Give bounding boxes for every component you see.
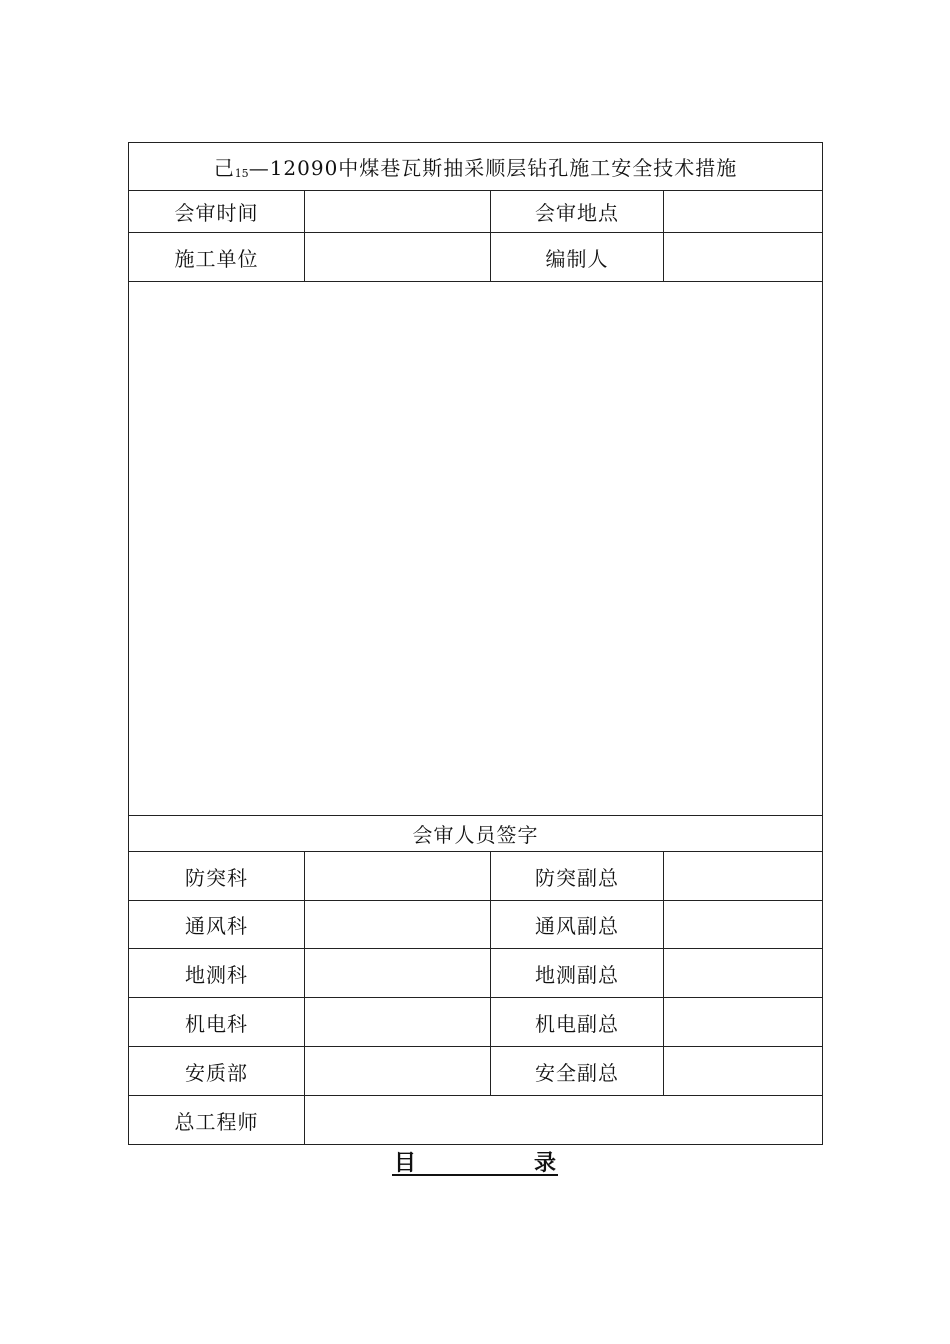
signature-field[interactable] [305,949,491,998]
title-subscript: 15 [234,167,249,180]
signature-label: 防突科 [129,852,305,901]
review-time-label: 会审时间 [129,191,305,233]
review-place-label: 会审地点 [491,191,664,233]
signature-field[interactable] [664,852,823,901]
signature-field[interactable] [305,901,491,949]
toc-char-1: 目 [394,1151,417,1176]
signature-field[interactable] [664,1047,823,1096]
construction-unit-label: 施工单位 [129,233,305,282]
construction-unit-field[interactable] [305,233,491,282]
signature-label: 地测副总 [491,949,664,998]
form-title: 己$_{15}$—12090中煤巷瓦斯抽采顺层钻孔施工安全技术措施 [129,143,823,191]
signature-field[interactable] [305,1047,491,1096]
signature-label: 安质部 [129,1047,305,1096]
signature-field[interactable] [305,852,491,901]
signature-label: 地测科 [129,949,305,998]
signature-label: 安全副总 [491,1047,664,1096]
content-area[interactable] [129,282,823,816]
signature-label: 通风科 [129,901,305,949]
signature-field[interactable] [664,949,823,998]
signature-field[interactable] [305,998,491,1047]
editor-label: 编制人 [491,233,664,282]
editor-field[interactable] [664,233,823,282]
review-time-field[interactable] [305,191,491,233]
signature-label: 通风副总 [491,901,664,949]
review-form-table [128,142,823,1145]
table-of-contents-heading [392,1146,558,1176]
signature-field[interactable] [664,998,823,1047]
chief-engineer-label: 总工程师 [129,1096,305,1145]
chief-engineer-field[interactable] [305,1096,823,1145]
signatures-header: 会审人员签字 [129,816,823,852]
signature-label: 防突副总 [491,852,664,901]
toc-char-2: 录 [533,1151,556,1176]
signature-label: 机电副总 [491,998,664,1047]
signature-label: 机电科 [129,998,305,1047]
signature-field[interactable] [664,901,823,949]
review-place-field[interactable] [664,191,823,233]
